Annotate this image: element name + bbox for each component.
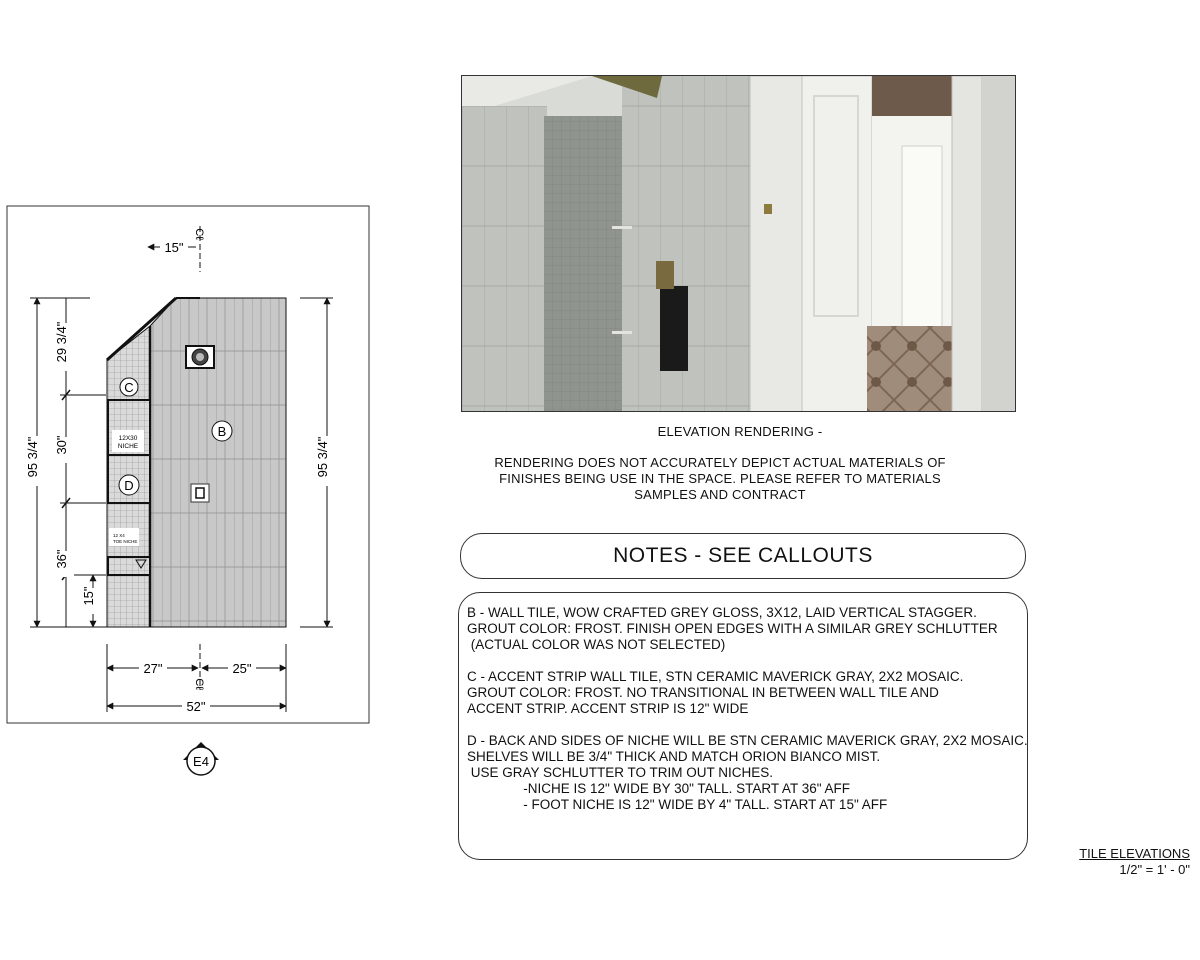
note-line: C - ACCENT STRIP WALL TILE, STN CERAMIC MAVERICK GRAY, 2X2 MOSAIC. (467, 669, 964, 684)
note-line: -NICHE IS 12" WIDE BY 30" TALL. START AT 36" AFF (467, 781, 851, 796)
note-line: SHELVES WILL BE 3/4" THICK AND MATCH ORION BIANCO MIST. (467, 749, 881, 764)
disclaimer-line: SAMPLES AND CONTRACT (634, 487, 806, 502)
note-line: D - BACK AND SIDES OF NICHE WILL BE STN CERAMIC MAVERICK GRAY, 2X2 MOSAIC. (467, 733, 1028, 748)
sheet-scale: 1/2" = 1' - 0" (1119, 862, 1190, 877)
dim-niche: 30" (54, 435, 69, 455)
note-line: (ACTUAL COLOR WAS NOT SELECTED) (467, 637, 726, 652)
view-tag-marker (183, 742, 219, 775)
niche-label-1: 12X30 (118, 435, 138, 442)
wall-tile-area (150, 298, 286, 627)
note-line: GROUT COLOR: FROST. NO TRANSITIONAL IN BETWEEN WALL TILE AND (467, 685, 939, 700)
shower-valve-icon (191, 484, 209, 502)
note-d (467, 733, 1028, 813)
note-line: - FOOT NICHE IS 12" WIDE BY 4" TALL. START AT 15" AFF (467, 797, 888, 812)
note-line: GROUT COLOR: FROST. FINISH OPEN EDGES WITH A SIMILAR GREY SCHLUTTER (467, 621, 998, 636)
note-line: ACCENT STRIP. ACCENT STRIP IS 12" WIDE (467, 701, 749, 716)
note-b (467, 605, 1019, 653)
centerline-bottom: Cℓ (193, 678, 205, 690)
rendering-disclaimer (470, 455, 970, 503)
callout-b: B (217, 424, 227, 439)
note-c (467, 669, 1019, 717)
notes-title: NOTES - SEE CALLOUTS (613, 544, 873, 567)
callout-c: C (124, 380, 134, 395)
view-tag: E4 (193, 754, 209, 769)
callout-d: D (124, 478, 134, 493)
sheet-title: TILE ELEVATIONS (1079, 846, 1190, 861)
notes-box (458, 592, 1028, 860)
dim-left-width: 27" (143, 661, 163, 676)
dim-total-width: 52" (186, 699, 206, 714)
rendering-caption: ELEVATION RENDERING - (657, 424, 823, 439)
disclaimer-line: FINISHES BEING USE IN THE SPACE. PLEASE REFER TO MATERIALS (499, 471, 941, 486)
centerline-top: Cℓ (193, 228, 205, 240)
sheet-title-block (1079, 846, 1190, 878)
shower-head-icon (186, 346, 214, 368)
toe-niche-label-1: 12 X4 (113, 533, 125, 538)
niche-label-2: NICHE (117, 443, 139, 450)
note-line: USE GRAY SCHLUTTER TO TRIM OUT NICHES. (467, 765, 774, 780)
dim-top-section: 29 3/4" (54, 321, 69, 363)
dim-to-niche: 36" (54, 549, 69, 569)
dim-right-width: 25" (232, 661, 252, 676)
elevation-rendering-image (461, 75, 1016, 412)
dim-height-left: 95 3/4" (25, 436, 40, 478)
disclaimer-line: RENDERING DOES NOT ACCURATELY DEPICT ACTUAL MATERIALS OF (494, 455, 946, 470)
note-line: B - WALL TILE, WOW CRAFTED GREY GLOSS, 3X12, LAID VERTICAL STAGGER. (467, 605, 977, 620)
dim-top-offset: 15" (164, 240, 184, 255)
notes-title-box (460, 533, 1026, 579)
dim-height-right: 95 3/4" (315, 436, 330, 478)
toe-niche-label-2: TOE NICHE (113, 539, 138, 544)
dim-foot: 15" (81, 586, 96, 606)
